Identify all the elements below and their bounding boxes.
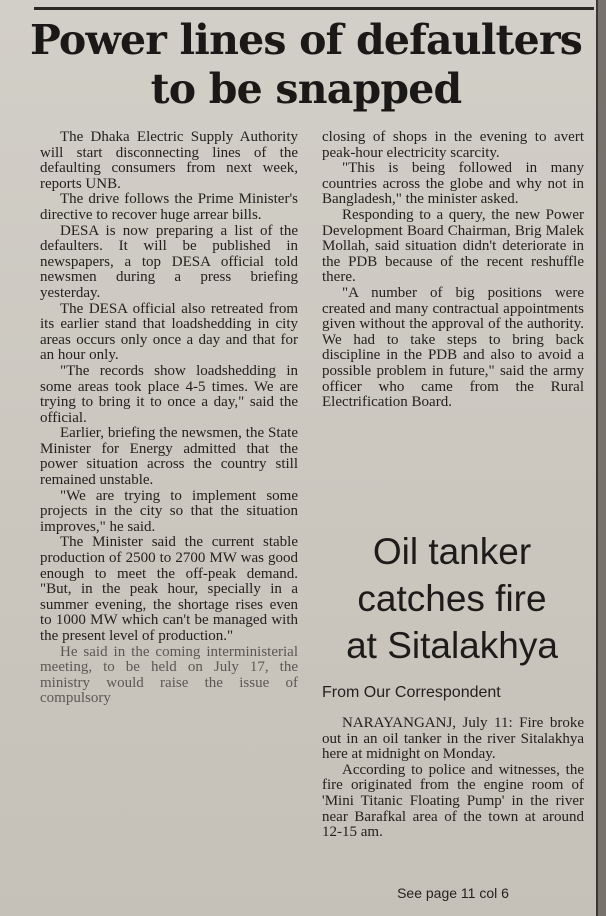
article-paragraph: Responding to a query, the new Power Development Board Chairman, Brig Malek Mollah, said situation didn't deteriorate in the PDB because of the recent reshuffle there. bbox=[322, 206, 584, 286]
second-headline-line-3: at Sitalakhya bbox=[346, 625, 558, 666]
main-headline bbox=[30, 16, 582, 114]
byline: From Our Correspondent bbox=[322, 684, 501, 701]
main-article-column-2 bbox=[322, 130, 584, 411]
article-paragraph: The drive follows the Prime Minister's directive to recover huge arrear bills. bbox=[40, 191, 298, 223]
article-paragraph: According to police and witnesses, the fire originated from the engine room of 'Mini Titanic Floating Pump' in the river near Barafkal area of the town at around 12-15 am. bbox=[322, 761, 584, 841]
article-paragraph: NARAYANGANJ, July 11: Fire broke out in an oil tanker in the river Sitalakhya here at midnight on Monday. bbox=[322, 715, 584, 763]
second-headline-line-2: catches fire bbox=[357, 578, 547, 619]
top-rule bbox=[34, 7, 594, 10]
second-article-body bbox=[322, 716, 584, 841]
page-edge bbox=[598, 0, 606, 916]
article-paragraph: closing of shops in the evening to avert peak-hour electricity scarcity. bbox=[322, 129, 584, 161]
main-headline-line-2: to be snapped bbox=[150, 65, 462, 113]
article-paragraph: "This is being followed in many countries across the globe and why not in Bangladesh," the minister asked. bbox=[322, 160, 584, 208]
article-paragraph: Earlier, briefing the newsmen, the State Minister for Energy admitted that the power situation across the country still remained unstable. bbox=[40, 425, 298, 489]
article-paragraph: The Minister said the current stable production of 2500 to 2700 MW was good enough to meet the off-peak demand. "But, in the peak hour, specially in a summer evening, the shortage rises even to 1000 MW which can't be managed with the present level of production." bbox=[40, 534, 298, 644]
article-paragraph: He said in the coming interministerial meeting, to be held on July 17, the ministry would raise the issue of compulsory bbox=[40, 643, 298, 707]
main-article-column-1 bbox=[40, 130, 298, 707]
article-paragraph: "The records show loadshedding in some areas took place 4-5 times. We are trying to bring it to once a day," said the official. bbox=[40, 362, 298, 426]
article-paragraph: The DESA official also retreated from its earlier stand that loadshedding in city areas occurs only once a day and that for an hour only. bbox=[40, 300, 298, 364]
article-paragraph: DESA is now preparing a list of the defaulters. It will be published in newspapers, a top DESA official told newsmen during a press briefing yesterday. bbox=[40, 222, 298, 301]
continuation-note: See page 11 col 6 bbox=[397, 885, 509, 901]
main-headline-line-1: Power lines of defaulters bbox=[30, 16, 583, 64]
second-headline bbox=[318, 528, 586, 669]
article-paragraph: The Dhaka Electric Supply Authority will start disconnecting lines of the defaulting consumers from next week, reports UNB. bbox=[40, 129, 298, 192]
article-paragraph: "A number of big positions were created and many contractual appointments given without the approval of the authority. We had to take steps to bring back discipline in the PDB and also to avoid a possible problem in future," said the army officer who came from the Rural Electrification Board. bbox=[322, 284, 584, 411]
second-headline-line-1: Oil tanker bbox=[372, 531, 532, 572]
article-paragraph: "We are trying to implement some projects in the city so that the situation improves," he said. bbox=[40, 487, 298, 535]
